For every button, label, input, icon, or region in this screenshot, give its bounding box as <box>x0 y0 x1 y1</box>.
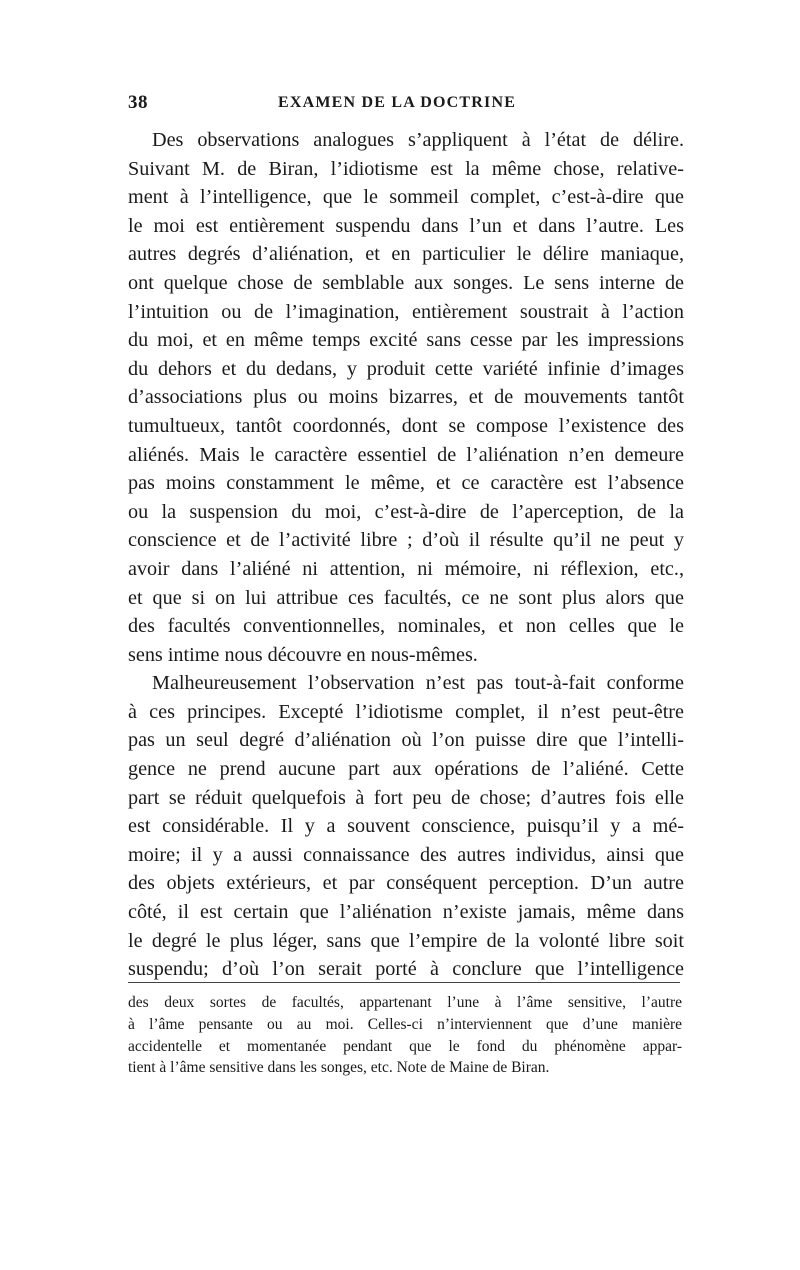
text-line: tumultueux, tantôt coordonnés, dont se compose l’existence des <box>128 414 684 437</box>
text-line: des objets extérieurs, et par conséquent perception. D’un autre <box>128 872 684 895</box>
text-line: Suivant M. de Biran, l’idiotisme est la même chose, relative- <box>128 157 684 180</box>
page-number: 38 <box>128 92 148 113</box>
text-line: moire; il y a aussi connaissance des autres individus, ainsi que <box>128 843 684 866</box>
text-line: l’intuition ou de l’imagination, entièrement soustrait à l’action <box>128 300 684 323</box>
text-line: pas un seul degré d’aliénation où l’on puisse dire que l’intelli- <box>128 729 684 752</box>
footnote-line: accidentelle et momentanée pendant que le fond du phénomène appar- <box>128 1037 682 1055</box>
footnote-line: tient à l’âme sensitive dans les songes, etc. Note de Maine de Biran. <box>128 1059 550 1077</box>
text-line: pas moins constamment le même, et ce caractère est l’absence <box>128 472 684 495</box>
text-line: le moi est entièrement suspendu dans l’un et dans l’autre. Les <box>128 214 684 237</box>
text-line: ont quelque chose de semblable aux songes. Le sens interne de <box>128 271 684 294</box>
text-line: le degré le plus léger, sans que l’empire de la volonté libre soit <box>128 929 684 952</box>
footnote <box>128 992 682 1079</box>
text-line: conscience et de l’activité libre ; d’où il résulte qu’il ne peut y <box>128 529 684 552</box>
page-header <box>128 92 682 122</box>
text-line: ment à l’intelligence, que le sommeil complet, c’est-à-dire que <box>128 186 684 209</box>
text-line: Des observations analogues s’appliquent à l’état de délire. <box>152 129 684 151</box>
text-line: à ces principes. Excepté l’idiotisme complet, il n’est peut-être <box>128 700 684 723</box>
footnote-line: à l’âme pensante ou au moi. Celles-ci n’interviennent que d’une manière <box>128 1015 682 1033</box>
text-line: et que si on lui attribue ces facultés, ce ne sont plus alors que <box>128 586 684 609</box>
text-line: côté, il est certain que l’aliénation n’existe jamais, même dans <box>128 901 684 924</box>
text-line: d’associations plus ou moins bizarres, et de mouvements tantôt <box>128 386 684 409</box>
text-line: est considérable. Il y a souvent conscience, puisqu’il y a mé- <box>128 815 684 838</box>
text-line: aliénés. Mais le caractère essentiel de l’aliénation n’en demeure <box>128 443 684 466</box>
footnote-divider <box>128 982 680 983</box>
text-line: ou la suspension du moi, c’est-à-dire de l’aperception, de la <box>128 500 684 523</box>
text-line: Malheureusement l’observation n’est pas tout-à-fait conforme <box>152 672 684 695</box>
text-line: sens intime nous découvre en nous-mêmes. <box>128 643 478 666</box>
text-line: autres degrés d’aliénation, et en particulier le délire maniaque, <box>128 243 684 266</box>
text-line: suspendu; d’où l’on serait porté à conclure que l’intelligence <box>128 958 684 981</box>
text-line: du dehors et du dedans, y produit cette variété infinie d’images <box>128 357 684 380</box>
running-title: EXAMEN DE LA DOCTRINE <box>278 94 517 111</box>
footnote-line: des deux sortes de facultés, appartenant l’une à l’âme sensitive, l’autre <box>128 994 682 1011</box>
text-line: part se réduit quelquefois à fort peu de chose; d’autres fois elle <box>128 786 684 809</box>
text-line: du moi, et en même temps excité sans cesse par les impressions <box>128 329 684 352</box>
main-text <box>128 126 684 984</box>
text-line: des facultés conventionnelles, nominales, et non celles que le <box>128 615 684 638</box>
text-line: avoir dans l’aliéné ni attention, ni mémoire, ni réflexion, etc., <box>128 557 684 580</box>
text-line: gence ne prend aucune part aux opérations de l’aliéné. Cette <box>128 758 684 781</box>
